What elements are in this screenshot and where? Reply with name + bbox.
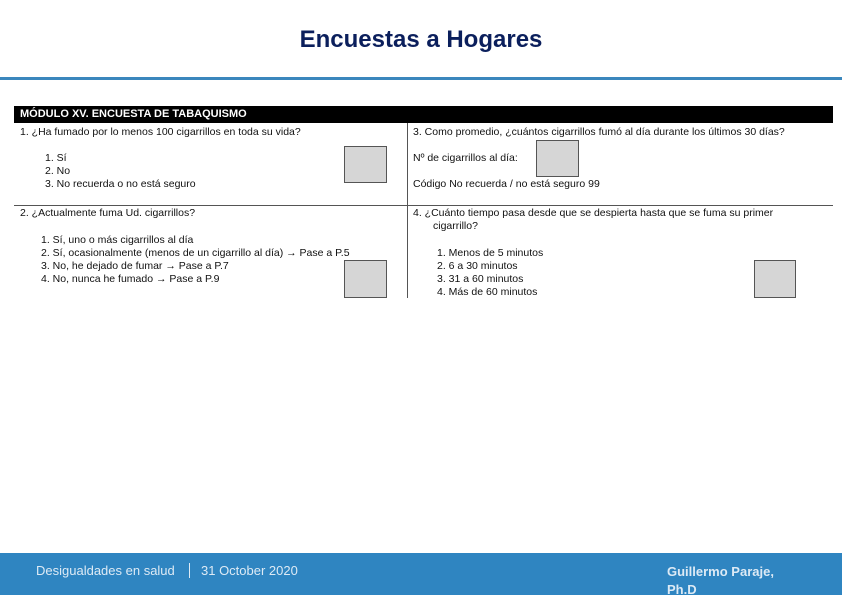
footer-course: Desigualdades en salud	[36, 563, 175, 578]
column-divider	[407, 123, 408, 298]
q4-option-1: 1. Menos de 5 minutos	[437, 247, 544, 259]
q1-option-2: 2. No	[45, 165, 71, 177]
q1-question: 1. ¿Ha fumado por lo menos 100 cigarrillos en toda su vida?	[20, 126, 301, 138]
footer-bar	[0, 553, 842, 595]
q4-answer-box	[754, 260, 796, 298]
slide-title: Encuestas a Hogares	[299, 26, 543, 53]
footer-author-degree: Ph.D	[667, 582, 697, 597]
module-header: MÓDULO XV. ENCUESTA DE TABAQUISMO	[14, 106, 833, 123]
title-divider	[0, 77, 842, 80]
q3-code-note: Código No recuerda / no está seguro 99	[413, 178, 600, 190]
q4-question-line1: 4. ¿Cuánto tiempo pasa desde que se despierta hasta que se fuma su primer	[413, 207, 774, 219]
q3-field-label: Nº de cigarrillos al día:	[413, 152, 518, 164]
footer-author	[667, 563, 817, 599]
q2-option-3: 3. No, he dejado de fumar → Pase a P.7	[41, 260, 229, 272]
q2-option-4: 4. No, nunca he fumado → Pase a P.9	[41, 273, 220, 285]
q2-answer-box	[344, 260, 387, 298]
row-divider	[14, 205, 833, 206]
footer-date: 31 October 2020	[201, 563, 298, 578]
q2-option-2: 2. Sí, ocasionalmente (menos de un cigarrillo al día) → Pase a P.5	[41, 247, 350, 259]
q4-question-line2: cigarrillo?	[433, 220, 478, 232]
q1-answer-box	[344, 146, 387, 183]
q3-question: 3. Como promedio, ¿cuántos cigarrillos fumó al día durante los últimos 30 días?	[413, 126, 785, 138]
q2-question: 2. ¿Actualmente fuma Ud. cigarrillos?	[20, 207, 196, 219]
footer-separator	[189, 563, 190, 578]
q3-answer-box	[536, 140, 579, 177]
q4-option-3: 3. 31 a 60 minutos	[437, 273, 524, 285]
survey-form-image	[14, 106, 833, 298]
q1-option-1: 1. Sí	[45, 152, 67, 164]
q2-option-1: 1. Sí, uno o más cigarrillos al día	[41, 234, 194, 246]
q1-option-3: 3. No recuerda o no está seguro	[45, 178, 196, 190]
q4-option-2: 2. 6 a 30 minutos	[437, 260, 518, 272]
q4-option-4: 4. Más de 60 minutos	[437, 286, 538, 298]
footer-author-name: Guillermo Paraje,	[667, 564, 774, 579]
